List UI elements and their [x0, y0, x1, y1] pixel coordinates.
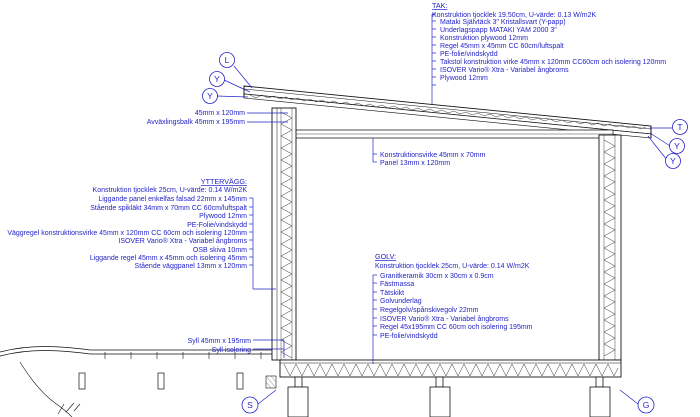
floor-line: Tätskikt [380, 290, 405, 297]
ceiling-line: Panel 13mm x 120mm [380, 160, 451, 167]
svg-text:Y: Y [674, 141, 680, 151]
roof-line: Takstol konstruktion virke 45mm x 120mm CC60cm och isolering 120mm [440, 59, 667, 66]
marker-s [242, 397, 258, 413]
floor-line: Fästmassa [380, 281, 415, 288]
svg-text:Y: Y [207, 91, 213, 101]
ceiling-annotations [380, 152, 486, 167]
wall-heading: YTTERVÄGG: [200, 177, 247, 186]
svg-text:Y: Y [214, 74, 220, 84]
wall-line: Stående spikläkt 34mm x 70mm CC 60cm/luftspalt [90, 205, 247, 212]
wall-line: ISOVER Vario® Xtra - Variabel ångbroms [118, 238, 247, 245]
svg-text:Y: Y [670, 156, 676, 166]
floor-heading: GOLV: [375, 252, 397, 261]
roof-line: Regel 45mm x 45mm CC 60cm/luftspalt [440, 43, 564, 50]
roof-line: Konstruktion plywood 12mm [440, 35, 528, 42]
marker-t [673, 120, 688, 135]
terrain [0, 347, 276, 417]
floor-line: Regelgolv/spånskivegolv 22mm [380, 307, 479, 314]
beam-line: Avväxlingsbalk 45mm x 195mm [146, 119, 245, 126]
floor-line: ISOVER Vario® Xtra - Variabel ångbroms [380, 316, 509, 323]
roof-line: ISOVER Vario® Xtra - Variabel ångbroms [440, 67, 569, 74]
roof-line: Konstruktion tjocklek 19.50cm, U-värde: 0.13 W/m2K [432, 12, 597, 19]
wall-line: Liggande regel 45mm x 45mm och isolering 45mm [89, 255, 247, 262]
floor-line: Granitkeramik 30cm x 30cm x 0.9cm [380, 273, 494, 280]
wall-line: Konstruktion tjocklek 25cm, U-värde: 0.14 W/m2K [92, 187, 247, 194]
roof-line: PE-folie/vindskydd [440, 51, 498, 58]
sill-line: Syll 45mm x 195mm [187, 338, 251, 345]
roof-heading: TAK: [432, 1, 448, 10]
floor-line: Konstruktion tjocklek 25cm, U-värde: 0.14 W/m2K [375, 263, 530, 270]
ceiling-line: Konstruktionsvirke 45mm x 70mm [380, 152, 486, 159]
floor-annotations [375, 252, 533, 340]
roof-line: Plywood 12mm [440, 75, 488, 82]
roof-line: Mataki Självtäck 3" Kristallsvart (Y-papp) [440, 19, 566, 26]
sill-annotations [188, 338, 252, 354]
marker-l [220, 53, 235, 68]
beam-annotations [147, 110, 245, 126]
wall-line: PE-Folie/vindskydd [187, 222, 247, 229]
sill-line: Syll isolering [211, 347, 251, 354]
marker-y-left-2 [203, 89, 218, 104]
marker-g [638, 397, 654, 413]
marker-y-right-1 [670, 139, 685, 154]
roof-annotations [432, 1, 666, 82]
wall-line: Liggande panel enkelfas falsad 22mm x 145mm [98, 196, 247, 203]
floor-line: PE-folie/vindskydd [380, 333, 438, 340]
svg-text:S: S [247, 400, 253, 410]
svg-text:L: L [224, 55, 230, 65]
marker-y-left-1 [210, 72, 225, 87]
beam-line: 45mm x 120mm [194, 110, 245, 117]
right-wall-section [599, 135, 621, 360]
marker-y-right-2 [666, 154, 681, 169]
roof-line: Underlagspapp MATAKI YAM 2000 3" [440, 27, 557, 34]
left-wall-section [272, 108, 296, 360]
roof-section [244, 86, 651, 138]
wall-line: Väggregel konstruktionsvirke 45mm x 120mm CC 60cm och isolering 120mm [7, 230, 247, 237]
floor-line: Regel 45x195mm CC 60cm och isolering 195mm [380, 324, 533, 331]
svg-text:T: T [677, 122, 683, 132]
wall-annotations [7, 177, 247, 270]
wall-line: OSB skiva 10mm [192, 247, 247, 254]
svg-text:G: G [642, 400, 650, 410]
wall-line: Stående väggpanel 13mm x 120mm [134, 263, 247, 270]
wall-line: Plywood 12mm [199, 213, 247, 220]
floor-line: Golvunderlag [380, 298, 422, 305]
floor-section [280, 360, 621, 417]
